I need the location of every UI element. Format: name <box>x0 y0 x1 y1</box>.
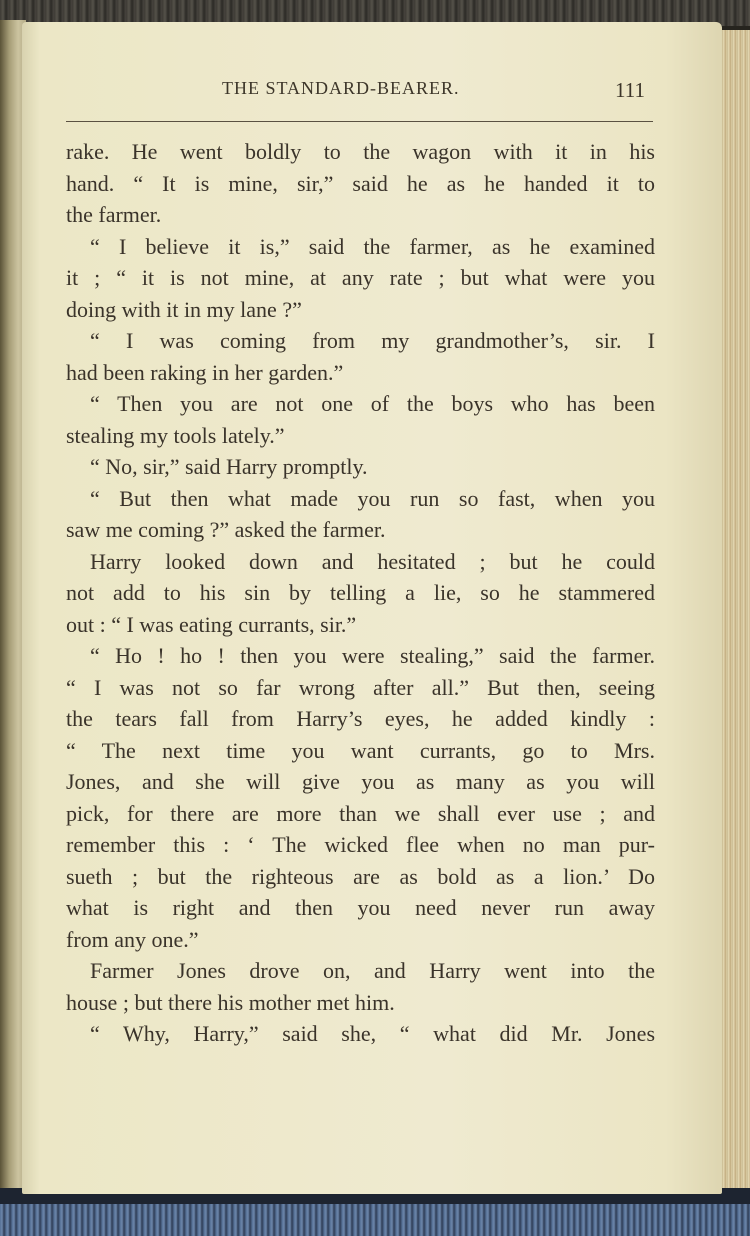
header-rule <box>66 121 653 122</box>
text-line: hand. “ It is mine, sir,” said he as he handed it to <box>66 170 655 196</box>
text-line: the farmer. <box>66 202 162 227</box>
text-line: “ Why, Harry,” said she, “ what did Mr. Jones <box>90 1021 655 1046</box>
cloth-weave <box>0 1204 750 1236</box>
text-line: “ Then you are not one of the boys who has been <box>90 391 655 416</box>
text-line: Farmer Jones drove on, and Harry went into the <box>90 958 655 983</box>
text-line: “ The next time you want currants, go to Mrs. <box>66 737 655 763</box>
text-line: out : “ I was eating currants, sir.” <box>66 611 357 637</box>
text-line: had been raking in her garden.” <box>66 359 344 385</box>
page-number: 111 <box>615 78 645 102</box>
text-line: “ But then what made you run so fast, when you <box>90 485 655 511</box>
text-line: Jones, and she will give you as many as you will <box>66 769 655 794</box>
text-line: sueth ; but the righteous are as bold as a lion.’ Do <box>66 863 655 889</box>
text-line: “ Ho ! ho ! then you were stealing,” said the farmer. <box>90 643 655 668</box>
text-line: remember this : ‘ The wicked flee when no man pur- <box>66 832 655 857</box>
text-line: from any one.” <box>66 926 199 952</box>
text-line: pick, for there are more than we shall ever use ; and <box>66 800 655 826</box>
text-line: “ No, sir,” said Harry promptly. <box>90 454 368 479</box>
text-line: saw me coming ?” asked the farmer. <box>66 517 386 542</box>
text-line: stealing my tools lately.” <box>66 422 285 448</box>
book-binding-bottom <box>0 1188 750 1236</box>
text-line: the tears fall from Harry’s eyes, he added kindly : <box>66 706 655 731</box>
text-line: house ; but there his mother met him. <box>66 989 395 1015</box>
text-line: “ I believe it is,” said the farmer, as he examined <box>90 233 655 259</box>
text-line: it ; “ it is not mine, at any rate ; but what were you <box>66 265 655 290</box>
text-line: rake. He went boldly to the wagon with it in his <box>66 139 655 164</box>
text-line: Harry looked down and hesitated ; but he could <box>90 548 655 574</box>
text-line: “ I was not so far wrong after all.” But then, seeing <box>66 674 655 700</box>
text-line: “ I was coming from my grandmother’s, sir. I <box>90 328 655 353</box>
text-line: what is right and then you need never run away <box>66 895 655 920</box>
text-line: doing with it in my lane ?” <box>66 296 302 322</box>
body-text <box>66 136 655 1050</box>
text-line: not add to his sin by telling a lie, so he stammered <box>66 580 655 605</box>
running-head: THE STANDARD-BEARER. <box>222 78 460 98</box>
